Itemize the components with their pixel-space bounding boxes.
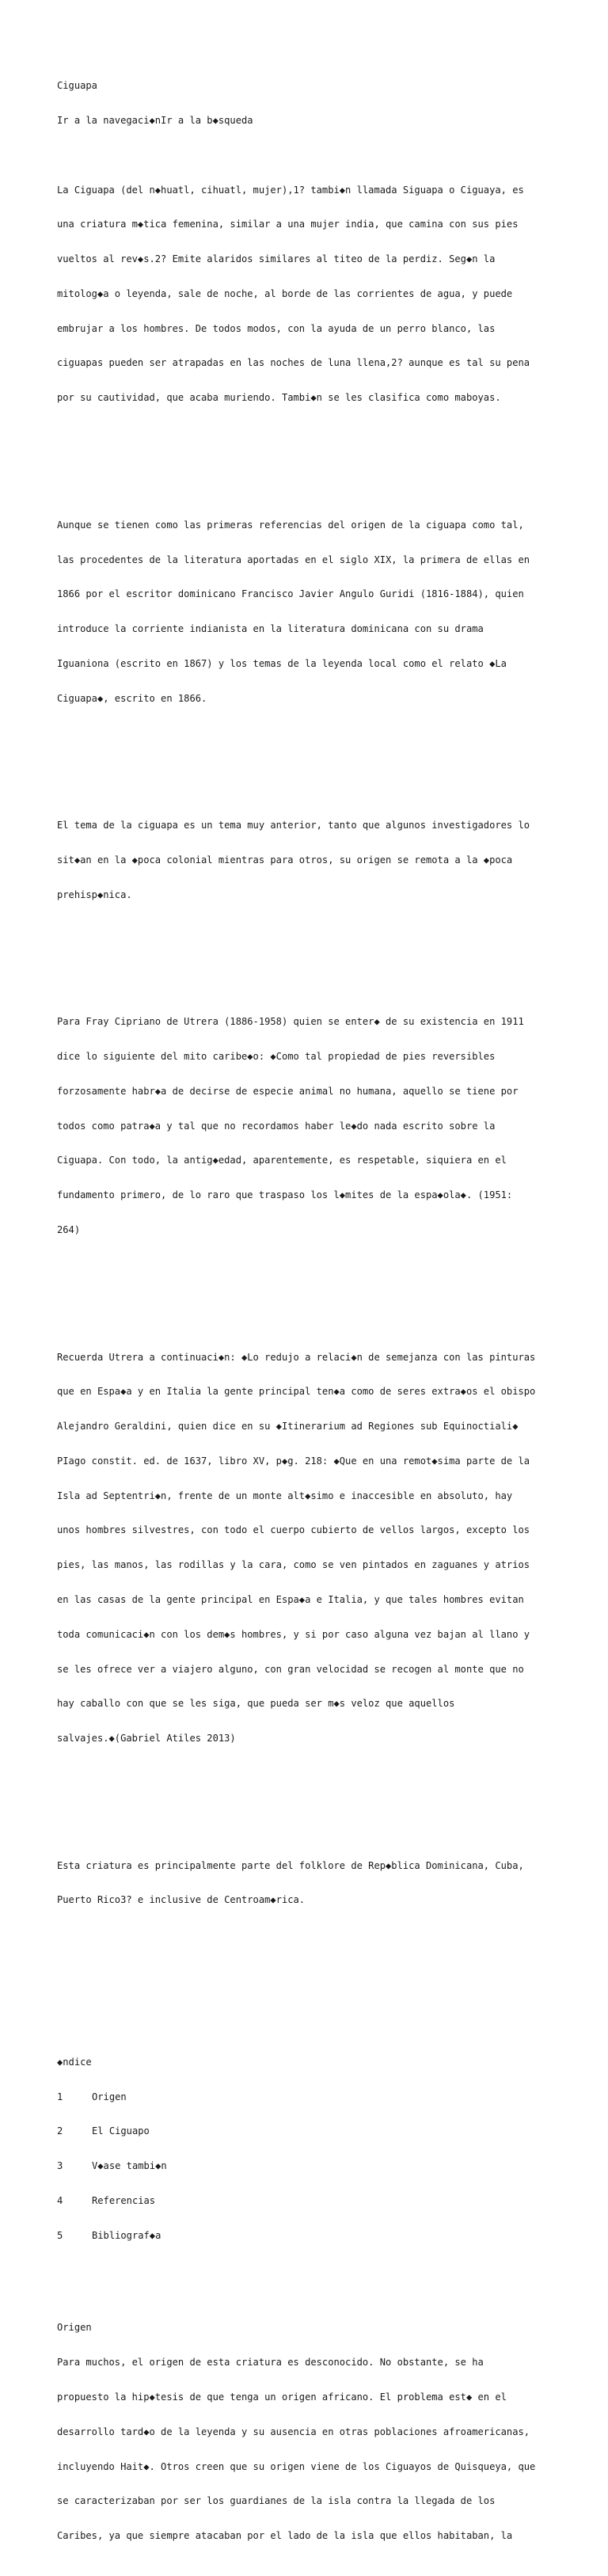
paragraph-spacer xyxy=(57,1790,564,1802)
toc-item-label: Bibliograf◆a xyxy=(92,2229,162,2241)
paragraph-line: dice lo siguiente del mito caribe◆o: ◆Como tal propiedad de pies reversibles xyxy=(57,1051,496,1063)
paragraph-line: desarrollo tard◆o de la leyenda y su ausencia en otras poblaciones afroamericanas, xyxy=(57,2426,530,2437)
paragraph-line: 1866 por el escritor dominicano Francisco Javier Angulo Guridi (1816-1884), quien xyxy=(57,588,524,600)
paragraph-spacer xyxy=(57,1952,564,1964)
document-title: Ciguapa xyxy=(57,80,97,92)
section-heading: Origen xyxy=(57,2322,92,2334)
paragraph-spacer xyxy=(57,1987,564,1999)
paragraph-line: PIago constit. ed. de 1637, libro XV, p◆g. 218: ◆Que en una remot◆sima parte de la xyxy=(57,1455,530,1467)
paragraph-line: embrujar a los hombres. De todos modos, con la ayuda de un perro blanco, las xyxy=(57,322,496,334)
toc-item-label: El Ciguapo xyxy=(92,2125,150,2137)
paragraph-folklore xyxy=(57,1836,564,1929)
paragraph-line: sit◆an en la ◆poca colonial mientras para otros, su origen se remota a la ◆poca xyxy=(57,854,513,866)
toc-item-label: V◆ase tambi◆n xyxy=(92,2160,167,2172)
paragraph-line: incluyendo Hait◆. Otros creen que su origen viene de los Ciguayos de Quisqueya, que xyxy=(57,2460,536,2472)
toc-heading: ◆ndice xyxy=(57,2056,92,2068)
toc-item-number: 2 xyxy=(57,2125,63,2137)
paragraph-line: por su cautividad, que acaba muriendo. Tambi◆n se les clasifica como maboyas. xyxy=(57,392,501,404)
paragraph-colonial-era xyxy=(57,797,564,924)
paragraph-line: una criatura m◆tica femenina, similar a una mujer india, que camina con sus pies xyxy=(57,219,519,230)
paragraph-line: se les ofrece ver a viajero alguno, con gran velocidad se recogen al monte que no xyxy=(57,1663,524,1675)
paragraph-utrera-quote xyxy=(57,993,564,1259)
paragraph-line: Isla ad Septentri◆n, frente de un monte alt◆simo e inaccesible en absoluto, hay xyxy=(57,1490,513,1501)
table-of-contents xyxy=(57,2034,564,2265)
paragraph-line: mitolog◆a o leyenda, sale de noche, al borde de las corrientes de agua, y puede xyxy=(57,287,513,299)
paragraph-line: que en Espa◆a y en Italia la gente principal ten◆a como de seres extra◆os el obispo xyxy=(57,1386,536,1398)
paragraph-line: Para Fray Cipriano de Utrera (1886-1958) quien se enter◆ de su existencia en 1911 xyxy=(57,1016,524,1028)
paragraph-literary-origins xyxy=(57,497,564,728)
paragraph-line: El tema de la ciguapa es un tema muy anterior, tanto que algunos investigadores lo xyxy=(57,820,530,831)
toc-item-number: 5 xyxy=(57,2229,63,2241)
paragraph-spacer xyxy=(57,450,564,462)
paragraph-line: en las casas de la gente principal en Espa◆a e Italia, y que tales hombres evitan xyxy=(57,1593,524,1605)
paragraph-intro xyxy=(57,161,564,427)
paragraph-line: pies, las manos, las rodillas y la cara, como se ven pintados en zaguanes y atrios xyxy=(57,1559,530,1571)
paragraph-line: Esta criatura es principalmente parte del folklore de Rep◆blica Dominicana, Cuba, xyxy=(57,1859,524,1871)
toc-item-number: 3 xyxy=(57,2160,63,2172)
document-page xyxy=(57,57,564,2576)
toc-item-number: 4 xyxy=(57,2194,63,2206)
toc-item[interactable] xyxy=(57,2091,564,2103)
paragraph-line: las procedentes de la literatura aportadas en el siglo XIX, la primera de ellas en xyxy=(57,554,530,565)
paragraph-line: Ciguapa. Con todo, la antig◆edad, aparentemente, es respetable, siquiera en el xyxy=(57,1155,507,1166)
paragraph-line: Aunque se tienen como las primeras referencias del origen de la ciguapa como tal, xyxy=(57,519,524,531)
paragraph-line: forzosamente habr◆a de decirse de especie animal no humana, aquello se tiene por xyxy=(57,1085,519,1097)
paragraph-spacer xyxy=(57,751,564,763)
toc-item[interactable] xyxy=(57,2230,564,2242)
paragraph-line: salvajes.◆(Gabriel Atiles 2013) xyxy=(57,1733,236,1745)
section-origin xyxy=(57,2299,564,2565)
toc-item-number: 1 xyxy=(57,2091,63,2102)
paragraph-line: La Ciguapa (del n◆huatl, cihuatl, mujer),1? tambi◆n llamada Siguapa o Ciguaya, es xyxy=(57,184,524,196)
toc-item[interactable] xyxy=(57,2160,564,2172)
paragraph-line: Alejandro Geraldini, quien dice en su ◆Itinerarium ad Regiones sub Equinoctiali◆ xyxy=(57,1421,519,1433)
paragraph-line: vueltos al rev◆s.2? Emite alaridos similares al titeo de la perdiz. Seg◆n la xyxy=(57,253,496,265)
paragraph-line: Recuerda Utrera a continuaci◆n: ◆Lo redujo a relaci◆n de semejanza con las pinturas xyxy=(57,1351,536,1363)
paragraph-geraldini-quote xyxy=(57,1328,564,1767)
paragraph-line: toda comunicaci◆n con los dem◆s hombres, y si por caso alguna vez bajan al llano y xyxy=(57,1628,530,1640)
toc-item[interactable] xyxy=(57,2125,564,2137)
paragraph-line: prehisp◆nica. xyxy=(57,888,132,900)
paragraph-line: Puerto Rico3? e inclusive de Centroam◆rica. xyxy=(57,1894,306,1906)
paragraph-line: Iguaniona (escrito en 1867) y los temas de la leyenda local como el relato ◆La xyxy=(57,657,507,669)
paragraph-line: ciguapas pueden ser atrapadas en las noches de luna llena,2? aunque es tal su pena xyxy=(57,357,530,369)
paragraph-line: todos como patra◆a y tal que no recordamos haber le◆do nada escrito sobre la xyxy=(57,1120,496,1132)
toc-item-label: Origen xyxy=(92,2091,127,2102)
toc-item[interactable] xyxy=(57,2195,564,2207)
paragraph-line: unos hombres silvestres, con todo el cuerpo cubierto de vellos largos, excepto los xyxy=(57,1524,530,1536)
paragraph-spacer xyxy=(57,947,564,959)
navigation-skip-links: Ir a la navegaci◆nIr a la b◆squeda xyxy=(57,114,253,126)
paragraph-line: Caribes, ya que siempre atacaban por el lado de la isla que ellos habitaban, la xyxy=(57,2530,513,2542)
paragraph-spacer xyxy=(57,1282,564,1294)
paragraph-line: propuesto la hip◆tesis de que tenga un origen africano. El problema est◆ en el xyxy=(57,2391,507,2403)
paragraph-line: 264) xyxy=(57,1223,81,1235)
paragraph-line: hay caballo con que se les siga, que pueda ser m◆s veloz que aquellos xyxy=(57,1698,455,1710)
paragraph-line: Ciguapa◆, escrito en 1866. xyxy=(57,692,207,704)
paragraph-line: se caracterizaban por ser los guardianes de la isla contra la llegada de los xyxy=(57,2495,496,2507)
paragraph-line: Para muchos, el origen de esta criatura es desconocido. No obstante, se ha xyxy=(57,2357,484,2369)
paragraph-line: introduce la corriente indianista en la literatura dominicana con su drama xyxy=(57,623,484,635)
paragraph-line: fundamento primero, de lo raro que traspaso los l◆mites de la espa◆ola◆. (1951: xyxy=(57,1189,513,1201)
toc-item-label: Referencias xyxy=(92,2194,156,2206)
